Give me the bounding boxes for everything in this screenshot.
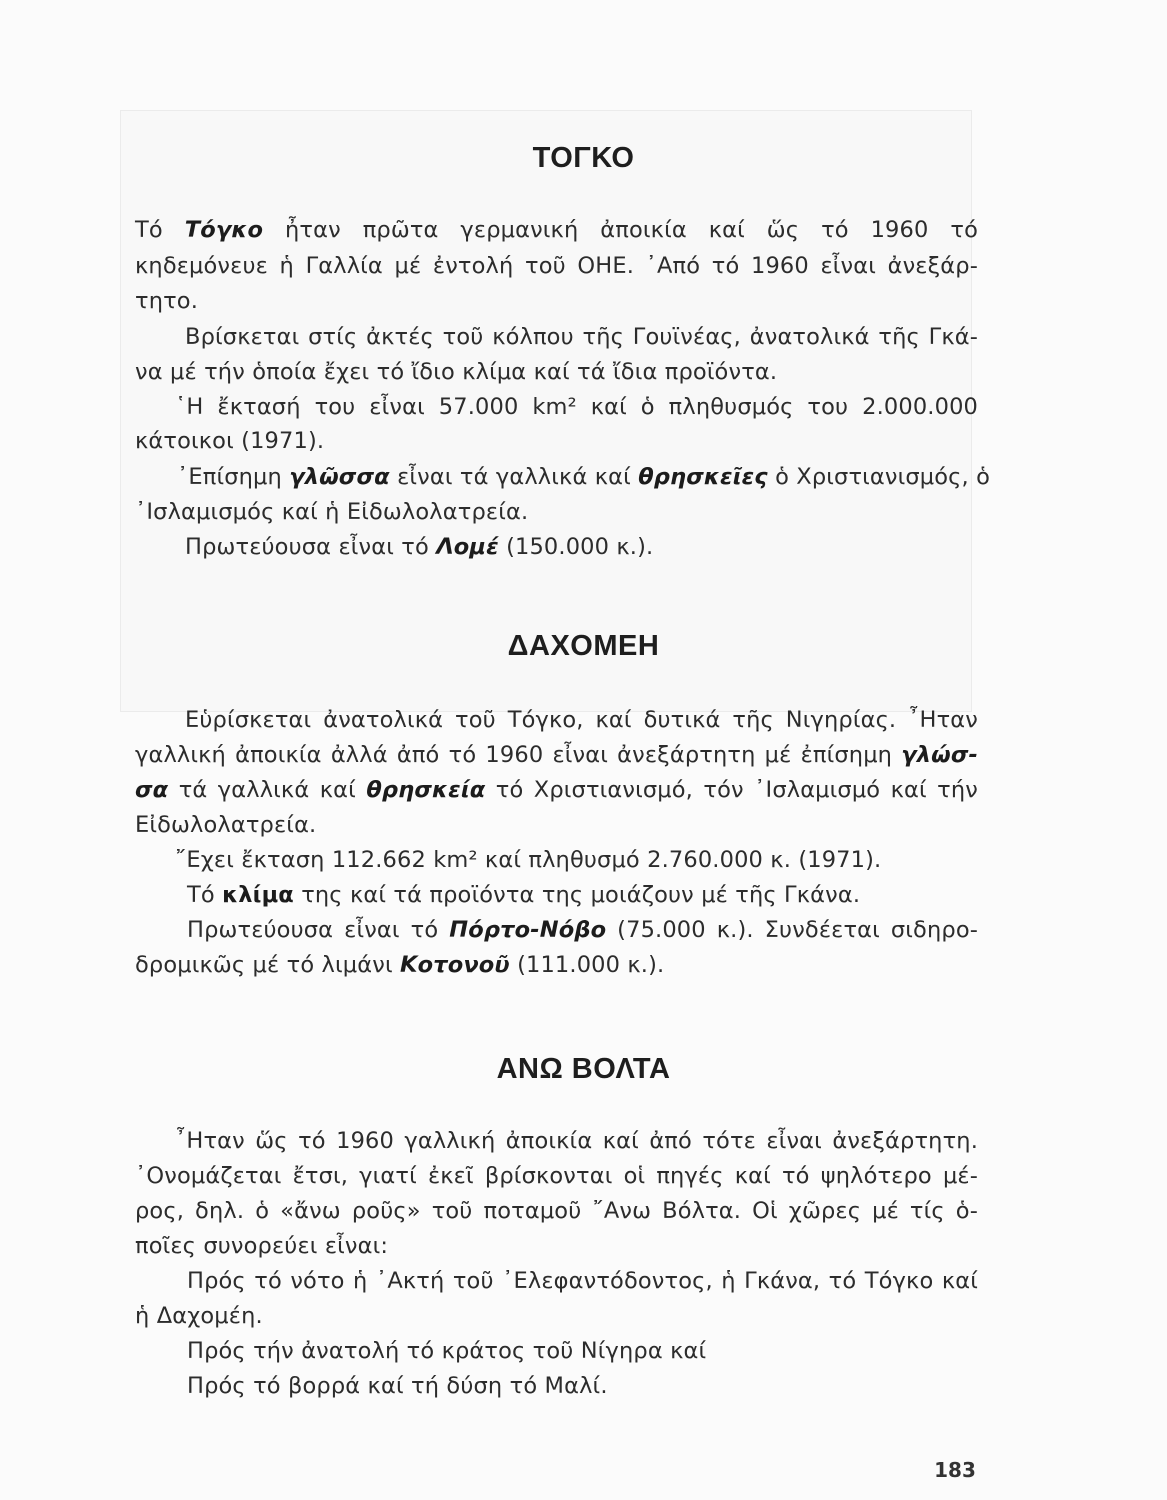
capital-term: Λομέ — [436, 534, 499, 560]
volta-line-1: ῏Ηταν ὥς τό 1960 γαλλική ἀποικία καί ἀπό τότε εἶναι ἀνεξάρτητη. — [175, 1128, 978, 1154]
dahomey-line-8: δρομικῶς μέ τό λιμάνι Κοτονοῦ (111.000 κ.). — [135, 952, 665, 978]
togo-line-5: να μέ τήν ὁποία ἔχει τό ἴδιο κλίμα καί τά ἴδια προϊόντα. — [135, 359, 778, 385]
section-title-upper-volta: ΑΝΩ ΒΟΛΤΑ — [496, 1053, 671, 1085]
port-term: Κοτονοῦ — [400, 952, 510, 978]
volta-line-7: Πρός τήν ἀνατολή τό κράτος τοῦ Νίγηρα καί — [187, 1338, 707, 1364]
togo-line-7: κάτοικοι (1971). — [135, 428, 325, 454]
dahomey-line-1: Εὑρίσκεται ἀνατολικά τοῦ Τόγκο, καί δυτικά τῆς Νιγηρίας. ῏Ηταν — [185, 707, 978, 733]
togo-line-8: ᾿Επίσημη γλῶσσα εἶναι τά γαλλικά καί θρησκεῖες ὁ Χριστιανισμός, ὁ — [177, 464, 991, 490]
dahomey-line-6: Τό κλίμα της καί τά προϊόντα της μοιάζουν μέ τῆς Γκάνα. — [187, 882, 861, 908]
dahomey-line-3: σα τά γαλλικά καί θρησκεία τό Χριστιανισμό, τόν ᾿Ισλαμισμό καί τήν — [135, 777, 979, 803]
volta-line-5: Πρός τό νότο ἡ ᾿Ακτή τοῦ ᾿Ελεφαντόδοντος, ἡ Γκάνα, τό Τόγκο καί — [187, 1268, 978, 1294]
togo-line-4: Βρίσκεται στίς ἀκτές τοῦ κόλπου τῆς Γουϊνέας, ἀνατολικά τῆς Γκά- — [185, 324, 978, 350]
volta-line-8: Πρός τό βορρά καί τή δύση τό Μαλί. — [187, 1373, 608, 1399]
volta-line-3: ρος, δηλ. ὁ «ἄνω ροῦς» τοῦ ποταμοῦ ῎Ανω Βόλτα. Οἱ χῶρες μέ τίς ὁ- — [135, 1198, 978, 1224]
togo-line-6: ῾Η ἔκτασή του εἶναι 57.000 km² καί ὁ πληθυσμός του 2.000.000 — [175, 394, 978, 420]
language-term: γλῶσσα — [289, 464, 390, 490]
language-term: γλώσ- — [901, 742, 978, 768]
dahomey-line-5: ῎Εχει ἔκταση 112.662 km² καί πληθυσμό 2.760.000 κ. (1971). — [175, 847, 882, 873]
volta-line-4: ποῖες συνορεύει εἶναι: — [135, 1233, 389, 1259]
togo-term: Τόγκο — [184, 217, 264, 243]
religions-term: θρησκεῖες — [638, 464, 768, 490]
volta-line-6: ἡ Δαχομέη. — [135, 1303, 263, 1329]
togo-line-10: Πρωτεύουσα εἶναι τό Λομέ (150.000 κ.). — [185, 534, 654, 560]
togo-line-2: κηδεμόνευε ἡ Γαλλία μέ ἐντολή τοῦ ΟΗΕ. ᾿Από τό 1960 εἶναι ἀνεξάρ- — [135, 253, 978, 279]
togo-line-3: τητο. — [135, 288, 199, 314]
section-title-togo: ΤΟΓΚΟ — [532, 142, 635, 174]
volta-line-2: ᾿Ονομάζεται ἔτσι, γιατί ἐκεῖ βρίσκονται οἱ πηγές καί τό ψηλότερο μέ- — [135, 1163, 978, 1189]
capital-term: Πόρτο-Νόβο — [449, 917, 607, 943]
dahomey-line-7: Πρωτεύουσα εἶναι τό Πόρτο-Νόβο (75.000 κ.). Συνδέεται σιδηρο- — [187, 917, 979, 943]
togo-line-9: ᾿Ισλαμισμός καί ἡ Εἰδωλολατρεία. — [135, 499, 529, 525]
page-number: 183 — [934, 1458, 976, 1482]
togo-line-1: Τό Τόγκο ἦταν πρῶτα γερμανική ἀποικία καί ὥς τό 1960 τό — [135, 217, 978, 243]
dahomey-line-4: Εἰδωλολατρεία. — [135, 812, 317, 838]
climate-term: κλίμα — [222, 882, 294, 908]
religion-term: θρησκεία — [366, 777, 486, 803]
dahomey-line-2: γαλλική ἀποικία ἀλλά ἀπό τό 1960 εἶναι ἀνεξάρτητη μέ ἐπίσημη γλώσ- — [135, 742, 978, 768]
section-title-dahomey: ΔΑΧΟΜΕΗ — [507, 630, 660, 662]
